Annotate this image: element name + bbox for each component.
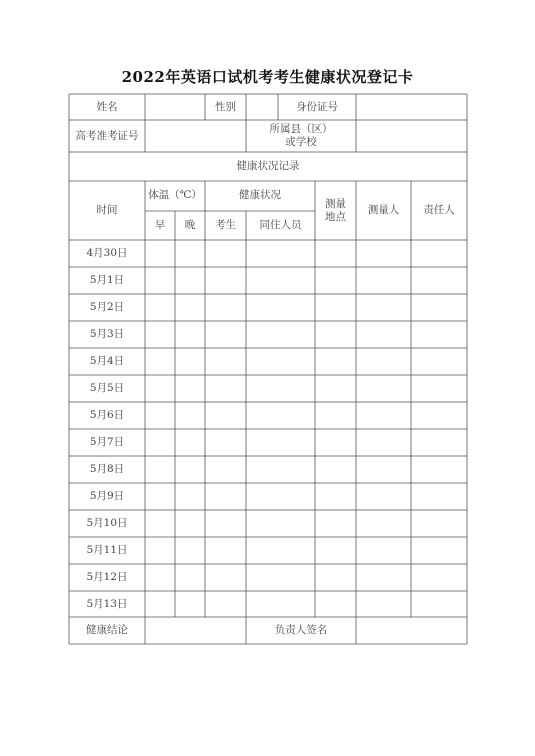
date-cell: 5月5日	[89, 382, 125, 394]
morning-header: 早	[154, 219, 166, 231]
signature-label: 负责人签名	[274, 624, 328, 636]
date-cell: 5月2日	[89, 301, 125, 313]
date-cell: 5月11日	[86, 544, 128, 556]
location-header-line1: 测量	[325, 198, 346, 210]
date-cell: 5月13日	[86, 598, 128, 610]
section-title: 健康状况记录	[236, 160, 300, 172]
name-label: 姓名	[96, 101, 118, 113]
gender-label: 性别	[215, 101, 236, 113]
measurer-header: 测量人	[367, 204, 400, 216]
county-label-line2: 或学校	[285, 136, 317, 148]
temperature-header: 体温（℃）	[148, 189, 202, 201]
id-number-label: 身份证号	[296, 101, 338, 113]
location-header-line2: 地点	[325, 211, 346, 223]
health-conclusion-label: 健康结论	[86, 624, 128, 636]
date-cell: 5月12日	[86, 571, 128, 583]
date-cell: 5月10日	[86, 517, 128, 529]
evening-header: 晚	[184, 219, 196, 231]
date-cell: 5月6日	[89, 409, 125, 421]
date-cell: 5月8日	[89, 463, 125, 475]
health-status-header: 健康状况	[239, 189, 281, 201]
date-cell: 4月30日	[86, 247, 128, 259]
date-cell: 5月1日	[89, 274, 125, 286]
date-cell: 5月7日	[89, 436, 125, 448]
time-header: 时间	[96, 204, 118, 216]
location-header	[315, 198, 356, 224]
examinee-header: 考生	[215, 219, 236, 231]
date-cell: 5月9日	[89, 490, 125, 502]
exam-number-label: 高考准考证号	[75, 130, 139, 142]
cohabitants-header: 同住人员	[259, 219, 302, 231]
county-school-label	[246, 123, 356, 149]
county-label-line1: 所属县（区）	[269, 123, 333, 135]
date-cell: 5月3日	[89, 328, 125, 340]
page-title: 2022年英语口试机考考生健康状况登记卡	[121, 68, 414, 86]
date-cell: 5月4日	[89, 355, 125, 367]
responsible-header: 责任人	[423, 204, 455, 216]
